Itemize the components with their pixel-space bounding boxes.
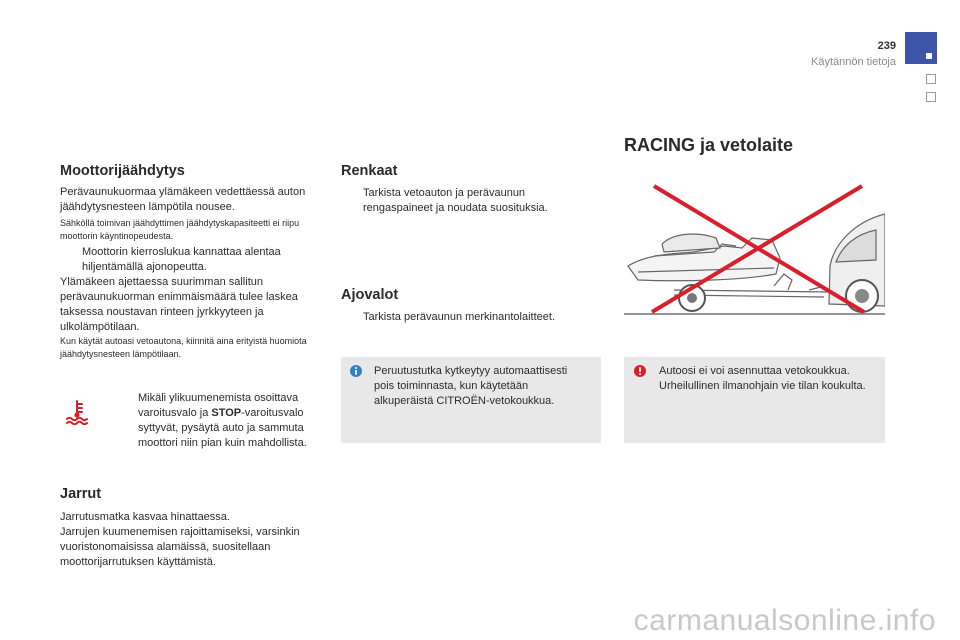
bullet-text: Tarkista vetoauton ja perävaunun rengaspaineet ja noudata suosituksia. [363, 187, 548, 214]
chapter-tab[interactable] [926, 92, 936, 102]
bullet-text: Moottorin kierroslukua kannattaa alentaa hiljentämällä ajonopeutta. [82, 246, 281, 273]
paragraph: Perävaunukuormaa ylämäkeen vedettäessä auton jäähdytysnesteen lämpötila nousee. [60, 186, 306, 213]
warning-text: Autoosi ei voi asennuttaa vetokoukkua. Urheilullinen ilmanohjain vie tilan koukulta. [659, 365, 866, 392]
paragraph: Jarrujen kuumenemisen rajoittamiseksi, varsinkin vuoristonomaisissa alamäissä, suositellaan moottorijarrutuksen käyttämistä. [60, 526, 300, 568]
moottori-section [60, 185, 322, 361]
info-icon [350, 365, 362, 377]
small-paragraph: Sähköllä toimivan jäähdyttimen jäähdytyskapasiteetti ei riipu moottorin käyntinopeudesta. [60, 218, 300, 241]
bullet-item [341, 186, 591, 216]
chapter-tab-active[interactable] [905, 32, 937, 64]
warning-icon [634, 365, 646, 377]
ajovalot-section [341, 310, 591, 325]
warning-text-pre: Mikäli ylikuumenemista osoittava varoitusvalo ja [138, 392, 299, 419]
bullet-item [341, 310, 591, 325]
paragraph: Jarrutusmatka kasvaa hinattaessa. [60, 511, 230, 523]
page-number: 239 [877, 40, 896, 52]
warning-text-post: -varoitusvalo syttyvät, pysäytä auto ja sammuta moottori niin pian kuin mahdollista. [138, 407, 307, 449]
watermark: carmanualsonline.info [633, 604, 936, 637]
bullet-item [60, 245, 322, 275]
coolant-warning-block [60, 391, 322, 473]
tab-dot-icon [926, 53, 932, 59]
small-paragraph: Kun käytät autoasi vetoautona, kiinnitä aina erityistä huomiota jäähdytysnesteen lämpötilaan. [60, 336, 307, 359]
section-title-ajovalot: Ajovalot [341, 287, 399, 303]
jarrut-section [60, 510, 322, 570]
racing-warning-box [624, 357, 885, 443]
section-title-jarrut: Jarrut [60, 486, 102, 502]
bullet-text: Tarkista perävaunun merkinantolaitteet. [363, 311, 555, 323]
coolant-temperature-warning-icon [64, 399, 90, 425]
chapter-tab[interactable] [926, 74, 936, 84]
section-title-racing: RACING ja vetolaite [624, 135, 794, 155]
section-title-moottorijaahdytys: Moottorijäähdytys [60, 163, 185, 179]
info-box [341, 357, 601, 443]
renkaat-section [341, 186, 591, 216]
info-text: Peruutustutka kytkeytyy automaattisesti pois toiminnasta, kun käytetään alkuperäistä CITROËN-vetokoukkua. [374, 365, 568, 407]
jetski-trailer-crossed-illustration [624, 182, 885, 316]
section-title-renkaat: Renkaat [341, 163, 398, 179]
stop-label: STOP [211, 407, 242, 419]
warning-text [116, 391, 338, 451]
chapter-title: Käytännön tietoja [810, 56, 896, 68]
paragraph: Ylämäkeen ajettaessa suurimman sallitun perävaunukuorman enimmäismäärä tulee laskea taksessa noustavan rinteen jyrkkyyteen ja ulkolämpötilaan. [60, 276, 298, 333]
